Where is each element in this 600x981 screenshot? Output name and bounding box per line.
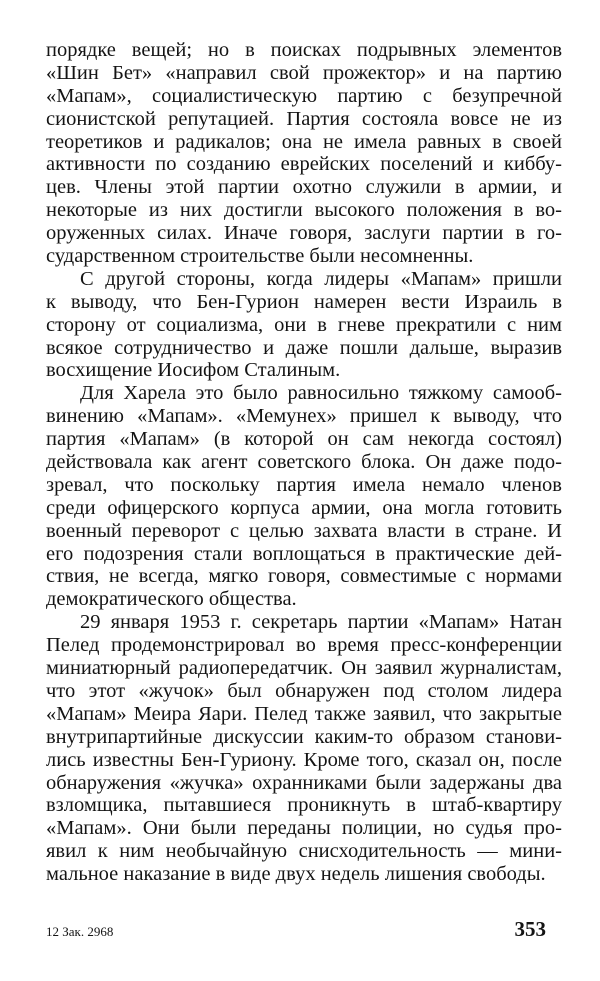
text-line: активности по созданию еврейских поселений и киббу- [46, 153, 562, 176]
text-line: что этот «жучок» был обнаружен под столом лидера [46, 679, 562, 702]
text-line: внутрипартийные дискуссии каким-то образом станови- [46, 725, 562, 748]
text-line: С другой стороны, когда лидеры «Мапам» пришли [80, 267, 562, 290]
text-line: Для Харела это было равносильно тяжкому самооб- [80, 382, 562, 405]
page-number: 353 [514, 917, 546, 941]
text-line: сударственном строительстве были несомненны. [46, 245, 474, 268]
text-line: действовала как агент советского блока. Он даже подо- [46, 451, 562, 474]
text-line: сионистской репутацией. Партия состояла вовсе не из [46, 107, 562, 130]
text-line: зревал, что поскольку партия имела немало членов [46, 473, 562, 496]
text-line: к выводу, что Бен-Гурион намерен вести Израиль в [46, 290, 562, 313]
text-line: мальное наказание в виде двух недель лишения свободы. [46, 863, 546, 886]
text-line: теоретиков и радикалов; она не имела равных в своей [46, 130, 562, 153]
text-line: военный переворот с целью захвата власти в стране. И [46, 519, 562, 542]
text-line: всякое сотрудничество и даже пошли дальше, выразив [46, 336, 562, 359]
text-line: некоторые из них достигли высокого положения в во- [46, 199, 562, 222]
printing-signature: 12 Зак. 2968 [46, 924, 114, 939]
text-line: сторону от социализма, они в гневе прекратили с ним [46, 313, 562, 336]
text-line: «Мапам». Они были переданы полиции, но судья про- [46, 817, 562, 840]
text-line: среди офицерского корпуса армии, она могла готовить [46, 496, 562, 519]
text-line: его подозрения стали воплощаться в практические дей- [46, 542, 562, 565]
text-line: восхищение Иосифом Сталиным. [46, 359, 341, 382]
page-footer [46, 917, 562, 941]
text-line: лись известны Бен-Гуриону. Кроме того, сказал он, после [46, 748, 562, 771]
text-line: «Мапам», социалистическую партию с безупречной [46, 84, 562, 107]
text-line: «Мапам» Меира Яари. Пелед также заявил, что закрытые [46, 702, 562, 725]
text-line: ствия, не всегда, мягко говоря, совместимые с нормами [46, 565, 562, 588]
text-line: миниатюрный радиопередатчик. Он заявил журналистам, [46, 657, 562, 680]
text-line: Пелед продемонстрировал во время пресс-конференции [46, 634, 562, 657]
text-line: взломщика, пытавшиеся проникнуть в штаб-квартиру [46, 794, 562, 817]
text-line: порядке вещей; но в поисках подрывных элементов [46, 39, 562, 61]
text-line: явил к ним необычайную снисходительность — мини- [46, 840, 562, 863]
text-line: цев. Члены этой партии охотно служили в армии, и [46, 176, 562, 199]
text-line: «Шин Бет» «направил свой прожектор» и на партию [46, 61, 562, 84]
text-line: партия «Мапам» (в которой он сам некогда состоял) [46, 428, 562, 451]
text-line: оруженных силах. Иначе говоря, заслуги партии в го- [46, 222, 562, 245]
text-line: демократического общества. [46, 588, 297, 611]
body-text [46, 39, 562, 886]
text-line: 29 января 1953 г. секретарь партии «Мапам» Натан [80, 611, 562, 634]
text-line: обнаружения «жучка» охранниками были задержаны два [46, 771, 562, 794]
text-line: винению «Мапам». «Мемунех» пришел к выводу, что [46, 405, 562, 428]
